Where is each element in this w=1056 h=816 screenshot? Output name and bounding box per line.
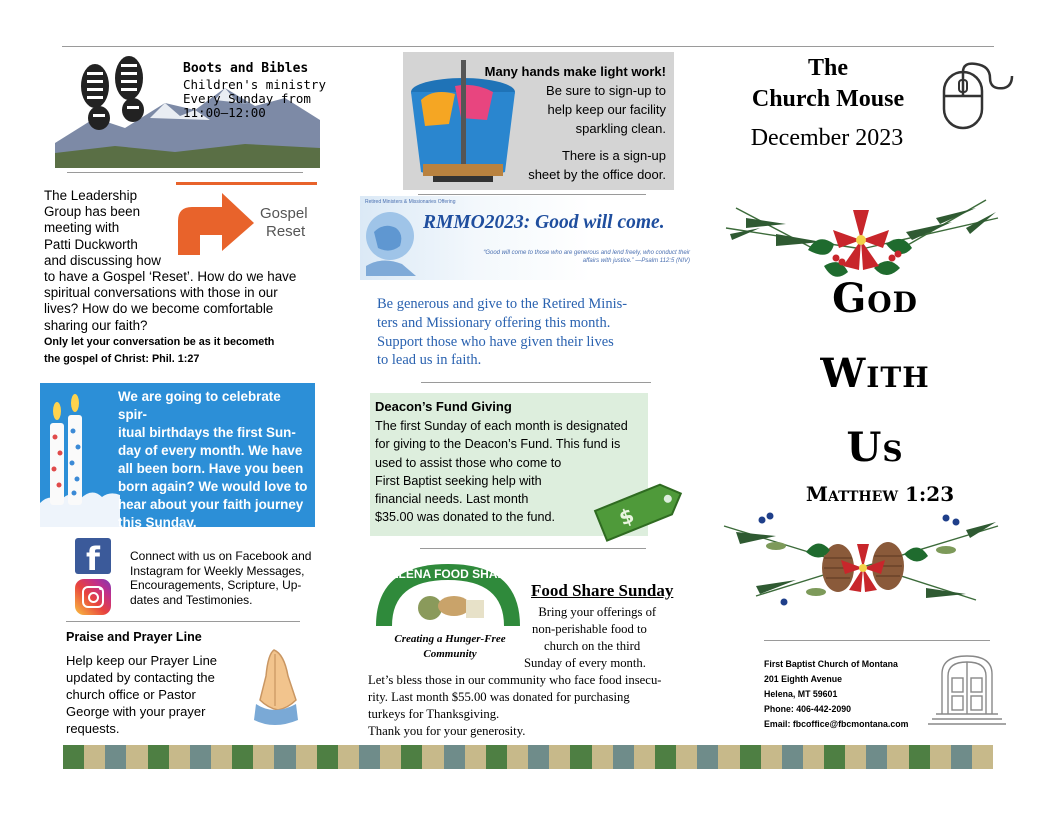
address-line[interactable]: Email: fbcoffice@fbcmontana.com — [764, 719, 909, 729]
leadership-line: Group has been — [44, 204, 141, 220]
bar-segment — [549, 745, 570, 769]
prayer-line: church office or Pastor — [66, 687, 196, 702]
address-line: Helena, MT 59601 — [764, 689, 838, 699]
prayer-line: updated by contacting the — [66, 670, 215, 685]
pinecone-garland-bottom — [716, 506, 1006, 618]
scripture-line: the gospel of Christ: Phil. 1:27 — [44, 352, 200, 365]
birthday-line: born again? We would love to — [118, 479, 308, 494]
scripture-reference-text: Matthew 1:23 — [805, 482, 955, 506]
bar-segment — [592, 745, 613, 769]
masthead-date: December 2023 — [750, 125, 904, 151]
food-line: Bring your offerings of — [532, 605, 657, 619]
bar-segment — [148, 745, 169, 769]
bar-segment — [444, 745, 465, 769]
birthday-line: hear about your faith journey — [118, 497, 304, 512]
decorative-bottom-bar — [63, 745, 993, 769]
bar-segment — [465, 745, 486, 769]
theme-word-text: With — [820, 350, 930, 397]
bar-segment — [317, 745, 338, 769]
bar-segment — [845, 745, 866, 769]
bar-segment — [359, 745, 380, 769]
cleaning-title: Many hands make light work! — [484, 64, 666, 79]
cleaning-line: sheet by the office door. — [528, 167, 666, 182]
church-door-icon — [928, 652, 1006, 726]
masthead-title: The — [807, 55, 848, 81]
church-address — [764, 657, 939, 732]
bar-segment — [697, 745, 718, 769]
birthday-text — [118, 388, 310, 532]
gospel-reset-line: Reset — [266, 223, 306, 240]
boots-title: Boots and Bibles — [183, 61, 309, 76]
boots-line: Children's ministry — [183, 77, 326, 92]
bar-segment — [866, 745, 887, 769]
food-share-tagline: Community — [423, 648, 477, 660]
scripture-reference — [760, 482, 1000, 506]
theme-word — [755, 350, 995, 397]
prayer-line: Help keep our Prayer Line — [66, 653, 218, 668]
money-tag-icon — [590, 470, 690, 550]
divider — [764, 640, 990, 641]
rmmo-line: ters and Missionary offering this month. — [377, 314, 611, 331]
prayer-line: requests. — [66, 721, 120, 736]
rmmo-text — [377, 295, 687, 370]
bar-segment — [803, 745, 824, 769]
rmmo-line: Support those who have given their lives — [377, 333, 614, 350]
social-line: Encouragements, Scripture, Up- — [130, 578, 302, 592]
bar-segment — [169, 745, 190, 769]
social-line: Connect with us on Facebook and — [130, 549, 312, 563]
bar-segment — [296, 745, 317, 769]
food-line: Sunday of every month. — [524, 656, 646, 670]
bar-segment — [676, 745, 697, 769]
scripture-line: Only let your conversation be as it becometh — [44, 335, 275, 348]
deacon-line: used to assist those who come to — [375, 455, 562, 470]
social-line: dates and Testimonies. — [130, 592, 253, 607]
deacon-line: for giving to the Deacon’s Fund. This fund is — [375, 437, 621, 452]
bar-segment — [718, 745, 739, 769]
deacon-line: First Baptist seeking help with — [375, 473, 542, 488]
birthday-line: day of every month. We have — [118, 443, 303, 458]
deacon-title: Deacon’s Fund Giving — [375, 399, 512, 414]
theme-word-text: God — [832, 275, 918, 322]
leadership-line: meeting with — [44, 220, 120, 236]
bar-segment — [613, 745, 634, 769]
bar-segment — [401, 745, 422, 769]
divider — [421, 382, 651, 383]
rmmo-small-title: Retired Ministers & Missionaries Offering — [365, 199, 456, 205]
bar-segment — [634, 745, 655, 769]
address-line: First Baptist Church of Montana — [764, 659, 898, 669]
rmmo-line: to lead us in faith. — [377, 352, 482, 369]
gospel-reset-line: Gospel — [260, 205, 308, 222]
cleaning-line: Be sure to sign-up to — [546, 83, 666, 98]
theme-word — [755, 424, 995, 471]
theme-word — [755, 275, 995, 322]
bar-segment — [380, 745, 401, 769]
leadership-text — [44, 188, 324, 368]
boots-line: 11:00–12:00 — [183, 105, 266, 120]
birthday-line: all been born. Have you been — [118, 461, 304, 476]
bar-segment — [84, 745, 105, 769]
cleaning-line: There is a sign-up — [561, 148, 666, 163]
bar-segment — [232, 745, 253, 769]
birthday-line: We are going to celebrate spir- — [118, 389, 281, 422]
bar-segment — [972, 745, 993, 769]
bar-segment — [570, 745, 591, 769]
bar-segment — [824, 745, 845, 769]
bar-segment — [930, 745, 951, 769]
food-share-logo-title: HELENA FOOD SHARE — [381, 567, 515, 581]
divider — [66, 621, 300, 622]
food-line: turkeys for Thanksgiving. — [368, 707, 500, 721]
food-line: Thank you for your generosity. — [368, 724, 526, 738]
rmmo-quote: “Good will come to those who are generous and lend freely, who conduct their affairs with justice.” —Psalm 112:5 (NIV) — [483, 250, 690, 264]
bar-segment — [909, 745, 930, 769]
leadership-line: The Leadership — [44, 188, 138, 203]
deacon-line: The first Sunday of each month is designated — [375, 419, 628, 433]
leadership-line: spiritual conversations with those in our — [44, 285, 278, 301]
food-line: non-perishable food to — [532, 622, 647, 636]
prayer-line: George with your prayer — [66, 704, 206, 719]
social-line: Instagram for Weekly Messages, — [130, 563, 305, 578]
bar-segment — [507, 745, 528, 769]
holly-garland-top — [716, 188, 1006, 288]
leadership-line: to have a Gospel ‘Reset’. How do we have — [44, 269, 297, 285]
leadership-line: lives? How do we become comfortable — [44, 301, 274, 317]
divider — [67, 172, 303, 173]
theme-word-text: Us — [846, 424, 904, 471]
svg-text:$: $ — [615, 502, 638, 531]
masthead-title: Church Mouse — [751, 86, 905, 112]
bar-segment — [761, 745, 782, 769]
social-text — [130, 549, 315, 607]
globe-hands-icon — [362, 206, 420, 276]
food-share-tagline: Creating a Hunger-Free — [394, 633, 506, 645]
leadership-line: Patti Duckworth — [44, 236, 138, 252]
cleaning-line: help keep our facility — [547, 102, 666, 117]
bar-segment — [63, 745, 84, 769]
bar-segment — [211, 745, 232, 769]
praying-hands-icon — [244, 646, 306, 730]
bar-segment — [486, 745, 507, 769]
bar-segment — [887, 745, 908, 769]
leadership-line: and discussing how — [44, 252, 161, 268]
bar-segment — [253, 745, 274, 769]
birthday-line: this Sunday. — [118, 515, 197, 530]
prayer-text — [66, 652, 246, 737]
food-line: Let’s bless those in our community who face food insecu- — [368, 673, 662, 687]
instagram-icon[interactable] — [75, 579, 111, 615]
bar-segment — [740, 745, 761, 769]
rmmo-title: RMMO2023: Good will come. — [423, 212, 665, 233]
food-line: rity. Last month $55.00 was donated for purchasing — [368, 690, 630, 704]
bar-segment — [782, 745, 803, 769]
computer-mouse-icon — [938, 60, 1018, 132]
facebook-icon[interactable]: f — [75, 538, 111, 574]
cleaning-text — [480, 62, 666, 184]
bar-segment — [126, 745, 147, 769]
bar-segment — [655, 745, 676, 769]
bar-segment — [528, 745, 549, 769]
birthday-candles-image — [40, 383, 120, 527]
divider — [418, 194, 646, 195]
rmmo-line: Be generous and give to the Retired Minis- — [377, 296, 628, 312]
divider — [420, 548, 646, 549]
bar-segment — [338, 745, 359, 769]
birthday-line: itual birthdays the first Sun- — [118, 425, 296, 440]
bar-segment — [274, 745, 295, 769]
food-share-text — [524, 604, 682, 672]
bar-segment — [422, 745, 443, 769]
boots-line: Every Sunday from — [183, 91, 311, 106]
leadership-line: sharing our faith? — [44, 317, 148, 333]
address-line: Phone: 406-442-2090 — [764, 704, 852, 714]
prayer-title: Praise and Prayer Line — [66, 630, 202, 644]
cleaning-line: sparkling clean. — [575, 121, 666, 136]
food-share-logo — [370, 556, 526, 668]
food-line: church on the third — [544, 639, 641, 653]
boots-text — [183, 78, 333, 120]
bar-segment — [190, 745, 211, 769]
deacon-line: financial needs. Last month — [375, 492, 529, 507]
address-line: 201 Eighth Avenue — [764, 674, 843, 684]
top-rule — [62, 46, 994, 47]
food-share-title: Food Share Sunday — [531, 581, 674, 600]
food-share-text — [368, 672, 698, 740]
deacon-line: $35.00 was donated to the fund. — [375, 510, 555, 525]
bar-segment — [105, 745, 126, 769]
bar-segment — [951, 745, 972, 769]
